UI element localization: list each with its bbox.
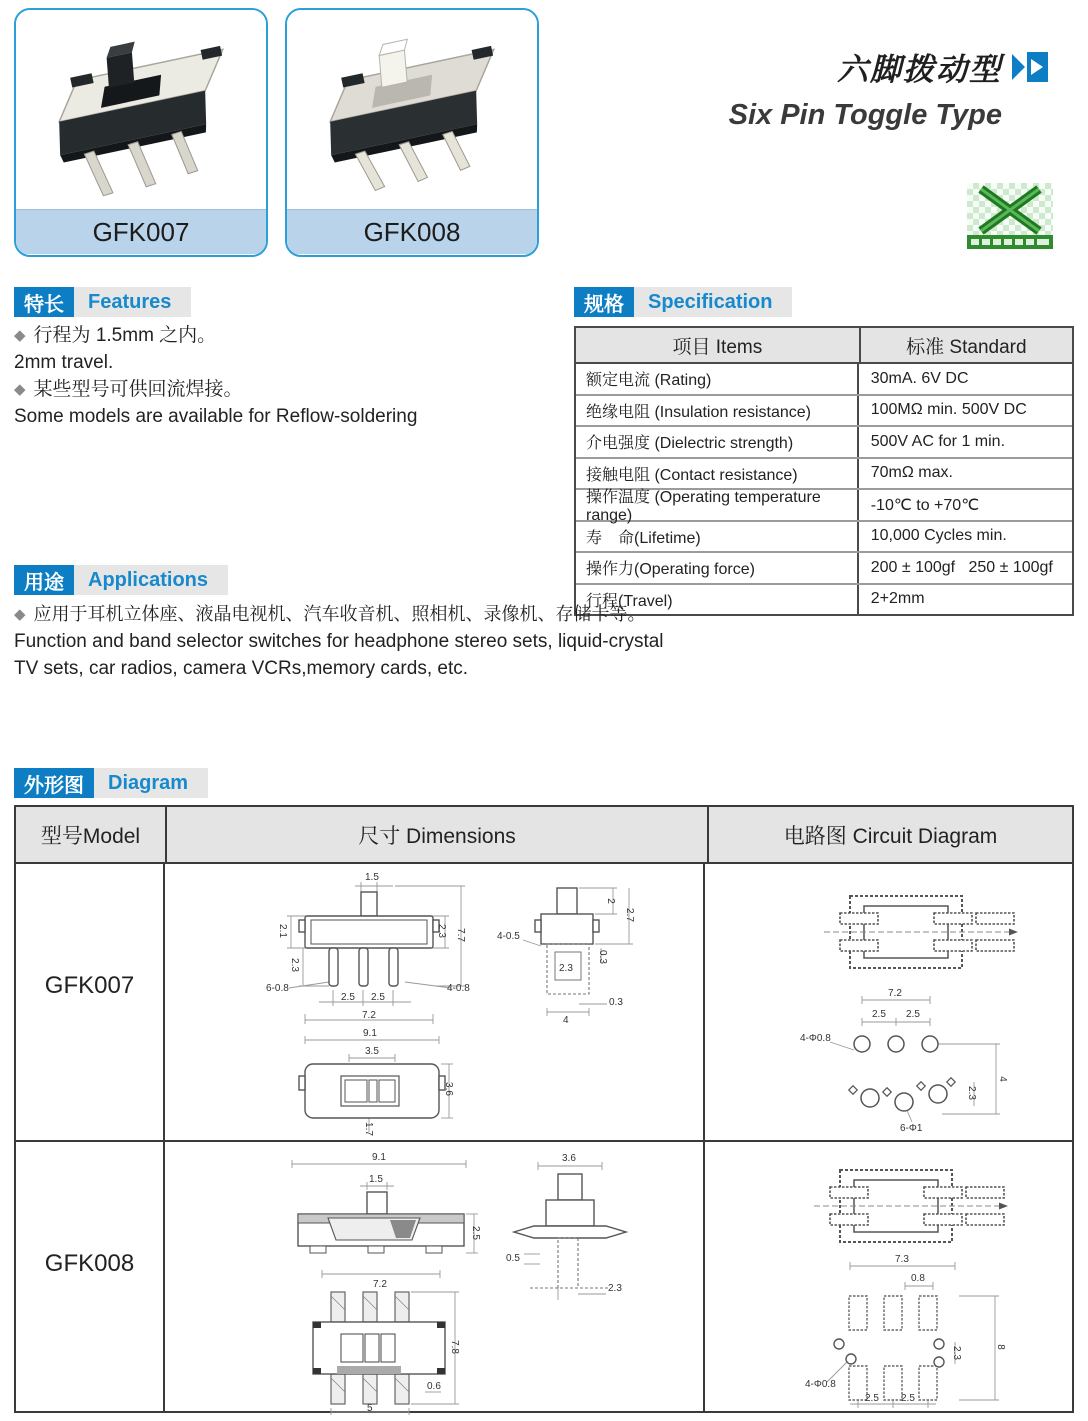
dim-label: 2.3 [950,1346,962,1360]
dim-label: 4 [563,1015,569,1026]
gfk008-front-view [270,1152,490,1297]
spec-col-standard: 标准 Standard [906,336,1027,358]
product-card-gfk008 [285,8,539,257]
dim-label: 2.3 [559,963,573,974]
diagram-col-model: 型号Model [16,807,167,862]
dim-label: 9.1 [372,1152,386,1163]
dim-label: 5 [367,1403,373,1414]
specification-table [574,326,1074,616]
gfk007-front-view [265,870,475,1030]
applications-badge-cn: 用途 [14,565,74,595]
dim-label: 2.7 [623,908,635,922]
dim-label: 0.3 [596,950,608,964]
dim-label: 1.5 [369,1174,383,1185]
dimensions-cell-gfk007 [165,864,705,1140]
application-line: ◆ 应用于耳机立体座、液晶电视机、汽车收音机、照相机、录像机、存储卡等。 [14,604,646,624]
features-text [14,322,580,430]
dim-label: 2.5 [906,1009,920,1020]
cert-stamp-icon [967,183,1053,249]
gfk007-land-pattern [800,986,1030,1136]
circuit-cell-gfk008 [705,1142,1072,1411]
dimensions-cell-gfk008 [165,1142,705,1414]
gfk007-top-view [277,1028,462,1138]
features-badge-en: Features [74,287,191,317]
dim-label: 7.2 [888,988,902,999]
page-title [729,44,1048,132]
applications-header [14,565,228,595]
features-header [14,287,191,317]
dim-label: 2.1 [276,924,288,938]
dim-label: 6-Φ1 [900,1123,923,1134]
diagram-badge-en: Diagram [94,768,208,798]
specification-badge-cn: 规格 [574,287,634,317]
feature-line: 2mm travel. [14,352,114,373]
spec-row: 介电强度 (Dielectric strength) 500V AC for 1 min. [576,427,1072,459]
dim-label: 0.5 [506,1253,520,1264]
feature-line: ◆ 行程为 1.5mm 之内。 [14,325,217,346]
dim-label: 4-Φ0.8 [805,1379,836,1390]
dim-label: 2.5 [872,1009,886,1020]
spec-row: 寿 命(Lifetime) 10,000 Cycles min. [576,522,1072,554]
specification-header [574,287,792,317]
dim-label: 0.8 [911,1273,925,1284]
dim-label: 2.5 [469,1226,481,1240]
double-chevron-right-icon [1012,52,1048,82]
dim-label: 1.5 [365,872,379,883]
features-badge-cn: 特长 [14,287,74,317]
circuit-cell-gfk007 [705,864,1072,1140]
dim-label: 2.3 [965,1086,977,1100]
spec-col-items: 项目 Items [576,328,861,362]
dim-label: 0.6 [427,1381,441,1392]
dim-label: 7.3 [895,1254,909,1265]
product-photo-gfk008 [287,10,537,209]
feature-line: Some models are available for Reflow-soldering [14,406,418,427]
dim-label: 4-0.5 [497,931,520,942]
spec-row: 额定电流 (Rating) 30mA. 6V DC [576,364,1072,396]
switch-photo-icon [16,10,266,209]
application-line: Function and band selector switches for headphone stereo sets, liquid-crystal [14,631,664,652]
diagram-table [14,805,1074,1413]
dim-label: 7.2 [362,1010,376,1021]
diagram-table-header [16,807,1072,864]
product-photo-gfk007 [16,10,266,209]
dim-label: 7.8 [448,1340,460,1354]
dim-label: 4 [996,1076,1008,1082]
spec-row: 接触电阻 (Contact resistance) 70mΩ max. [576,459,1072,491]
dim-label: 1.7 [362,1122,374,1136]
product-label-gfk008: GFK008 [287,209,537,254]
applications-text [14,601,664,682]
dim-label: 7.2 [373,1279,387,1290]
dim-label: 7.7 [454,928,466,942]
gfk008-land-pattern [805,1254,1030,1414]
product-card-gfk007 [14,8,268,257]
dim-label: 3.5 [365,1046,379,1057]
spec-row: 操作温度 (Operating temperature range) -10℃ to +70℃ [576,490,1072,522]
dim-label: 4-0.8 [447,983,470,994]
page-title-cn: 六脚拨动型 [837,52,1002,87]
dim-label: 2.5 [371,992,385,1003]
spec-row: 绝缘电阻 (Insulation resistance) 100MΩ min. 500V DC [576,396,1072,428]
gfk008-side-view [500,1154,640,1319]
dim-label: 6-0.8 [266,983,289,994]
dim-label: 2.5 [901,1393,915,1404]
gfk008-bottom-view [285,1280,475,1415]
dim-label: 4-Φ0.8 [800,1033,831,1044]
feature-line: ◆ 某些型号可供回流焊接。 [14,379,243,400]
spec-row: 操作力(Operating force) 200 ± 100gf 250 ± 100gf [576,553,1072,585]
dim-label: 2.3 [435,924,447,938]
diamond-bullet-icon: ◆ [14,327,26,344]
diagram-header [14,768,208,798]
dim-label: 8 [994,1344,1006,1350]
diagram-row-gfk008 [16,1142,1072,1414]
diamond-bullet-icon: ◆ [14,606,26,623]
dim-label: 2.5 [341,992,355,1003]
dim-label: 3.6 [442,1082,454,1096]
application-line: TV sets, car radios, camera VCRs,memory cards, etc. [14,658,469,679]
model-label: GFK008 [16,1142,165,1411]
spec-row: 行程(Travel) 2+2mm [576,585,1072,615]
spec-table-header [576,328,1072,364]
diagram-col-circuit: 电路图 Circuit Diagram [783,824,998,848]
page-title-en: Six Pin Toggle Type [728,99,1002,131]
switch-photo-icon [287,10,537,209]
dim-label: 2.3 [288,958,300,972]
diagram-badge-cn: 外形图 [14,768,94,798]
dim-label: 2.5 [865,1393,879,1404]
diagram-row-gfk007 [16,864,1072,1142]
dim-label: 0.3 [609,997,623,1008]
dim-label: 9.1 [363,1028,377,1039]
product-label-gfk007: GFK007 [16,209,266,254]
gfk007-side-view [495,870,650,1030]
gfk008-schematic [810,1160,1010,1252]
applications-badge-en: Applications [74,565,228,595]
gfk007-schematic [820,886,1020,978]
dim-label: 3.6 [562,1153,576,1164]
specification-badge-en: Specification [634,287,792,317]
diagram-col-dimensions: 尺寸 Dimensions [167,807,709,862]
diamond-bullet-icon: ◆ [14,381,26,398]
model-label: GFK007 [16,864,165,1140]
dim-label: 2 [604,898,616,904]
dim-label: 2.3 [608,1283,622,1294]
